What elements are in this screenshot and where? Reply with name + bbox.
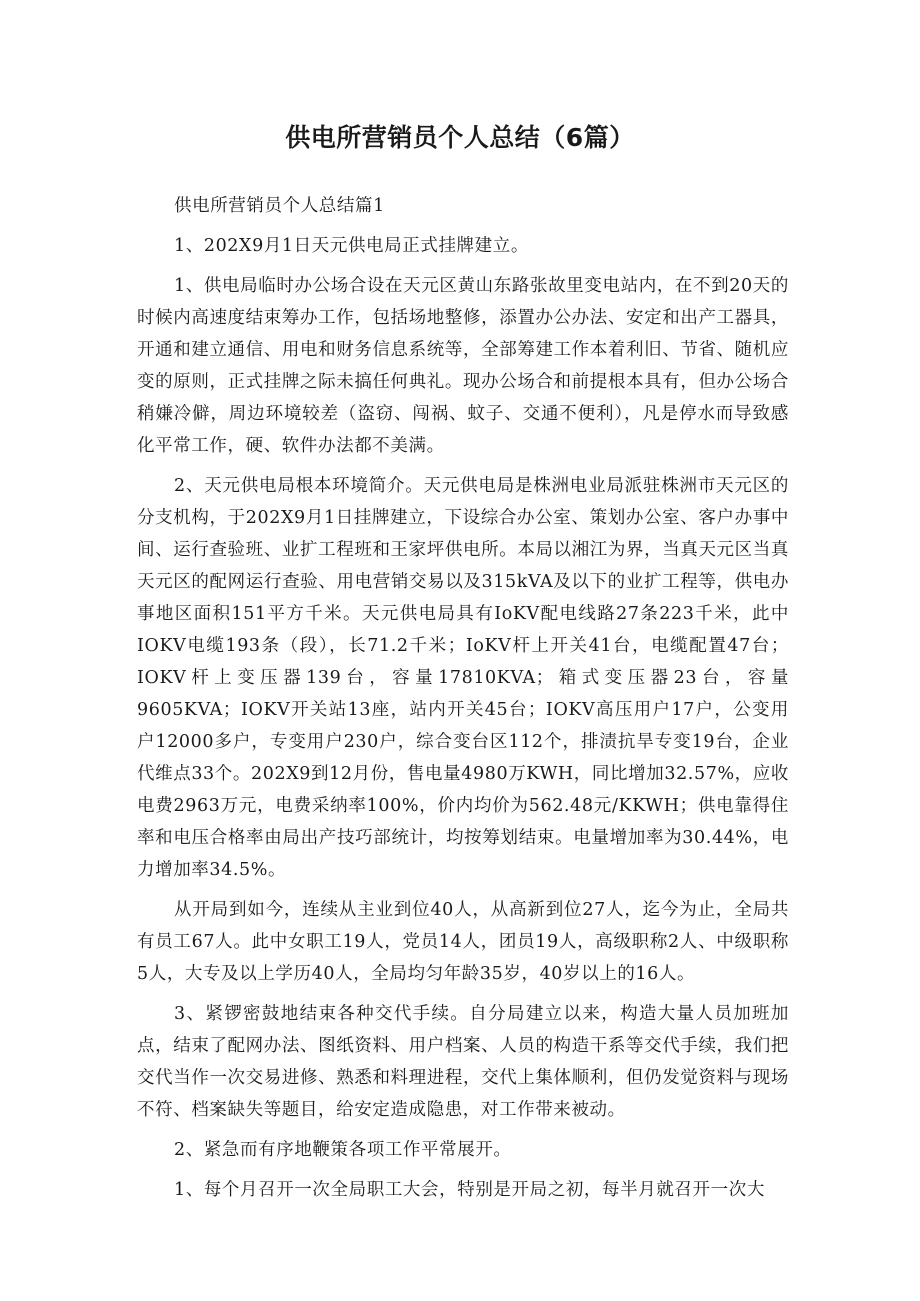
paragraph: 2、紧急而有序地鞭策各项工作平常展开。	[174, 1140, 512, 1160]
document-body	[137, 190, 789, 1214]
document-title: 供电所营销员个人总结（6篇）	[285, 123, 635, 152]
paragraph: 2、天元供电局根本环境简介。天元供电局是株洲电业局派驻株洲市天元区的分支机构，于202X9月1日挂牌建立，下设综合办公室、策划办公室、客户办事中间、运行查验班、业扩工程班和王家坪供电所。本局以湘江为界，当真天元区当真天元区的配网运行查验、用电营销交易以及315kVA及以下的业扩工程等，供电办事地区面积151平方千米。天元供电局具有IoKV配电线路27条223千米，此中IOKV电缆193条（段），长71.2千米；IoKV杆上开关41台，电缆配置47台；IOKV杆上变压器139台，容量17810KVA；箱式变压器23台，容量9605KVA；IOKV开关站13座，站内开关45台；IOKV高压用户17户，公变用户12000多户，专变用户230户，综合变台区112个，排渍抗旱专变19台，企业代维点33个。202X9到12月份，售电量4980万KWH，同比增加32.57%，应收电费2963万元，电费采纳率100%，价内均价为562.48元/KKWH；供电靠得住率和电压合格率由局出产技巧部统计，均按筹划结束。电量增加率为30.44%，电力增加率34.5%。	[137, 476, 789, 880]
section-heading: 供电所营销员个人总结篇1	[174, 196, 385, 216]
paragraph: 1、供电局临时办公场合设在天元区黄山东路张故里变电站内，在不到20天的时候内高速度结束筹办工作，包括场地整修，添置办公办法、安定和出产工器具，开通和建立通信、用电和财务信息系统等，全部筹建工作本着利旧、节省、随机应变的原则，正式挂牌之际未搞任何典礼。现办公场合和前提根本具有，但办公场合稍嫌冷僻，周边环境较差（盗窃、闯祸、蚊子、交通不便利），凡是停水而导致感化平常工作，硬、软件办法都不美满。	[137, 276, 789, 456]
paragraph: 3、紧锣密鼓地结束各种交代手续。自分局建立以来，构造大量人员加班加点，结束了配网办法、图纸资料、用户档案、人员的构造干系等交代手续，我们把交代当作一次交易进修、熟悉和料理进程，交代上集体顺利，但仍发觉资料与现场不符、档案缺失等题目，给安定造成隐患，对工作带来被动。	[137, 1004, 789, 1120]
paragraph: 从开局到如今，连续从主业到位40人，从高新到位27人，迄今为止，全局共有员工67人。此中女职工19人，党员14人，团员19人，高级职称2人、中级职称5人，大专及以上学历40人，全局均匀年龄35岁，40岁以上的16人。	[137, 900, 789, 984]
paragraph: 1、每个月召开一次全局职工大会，特别是开局之初，每半月就召开一次大	[174, 1180, 765, 1200]
paragraph: 1、202X9月1日天元供电局正式挂牌建立。	[174, 236, 529, 256]
